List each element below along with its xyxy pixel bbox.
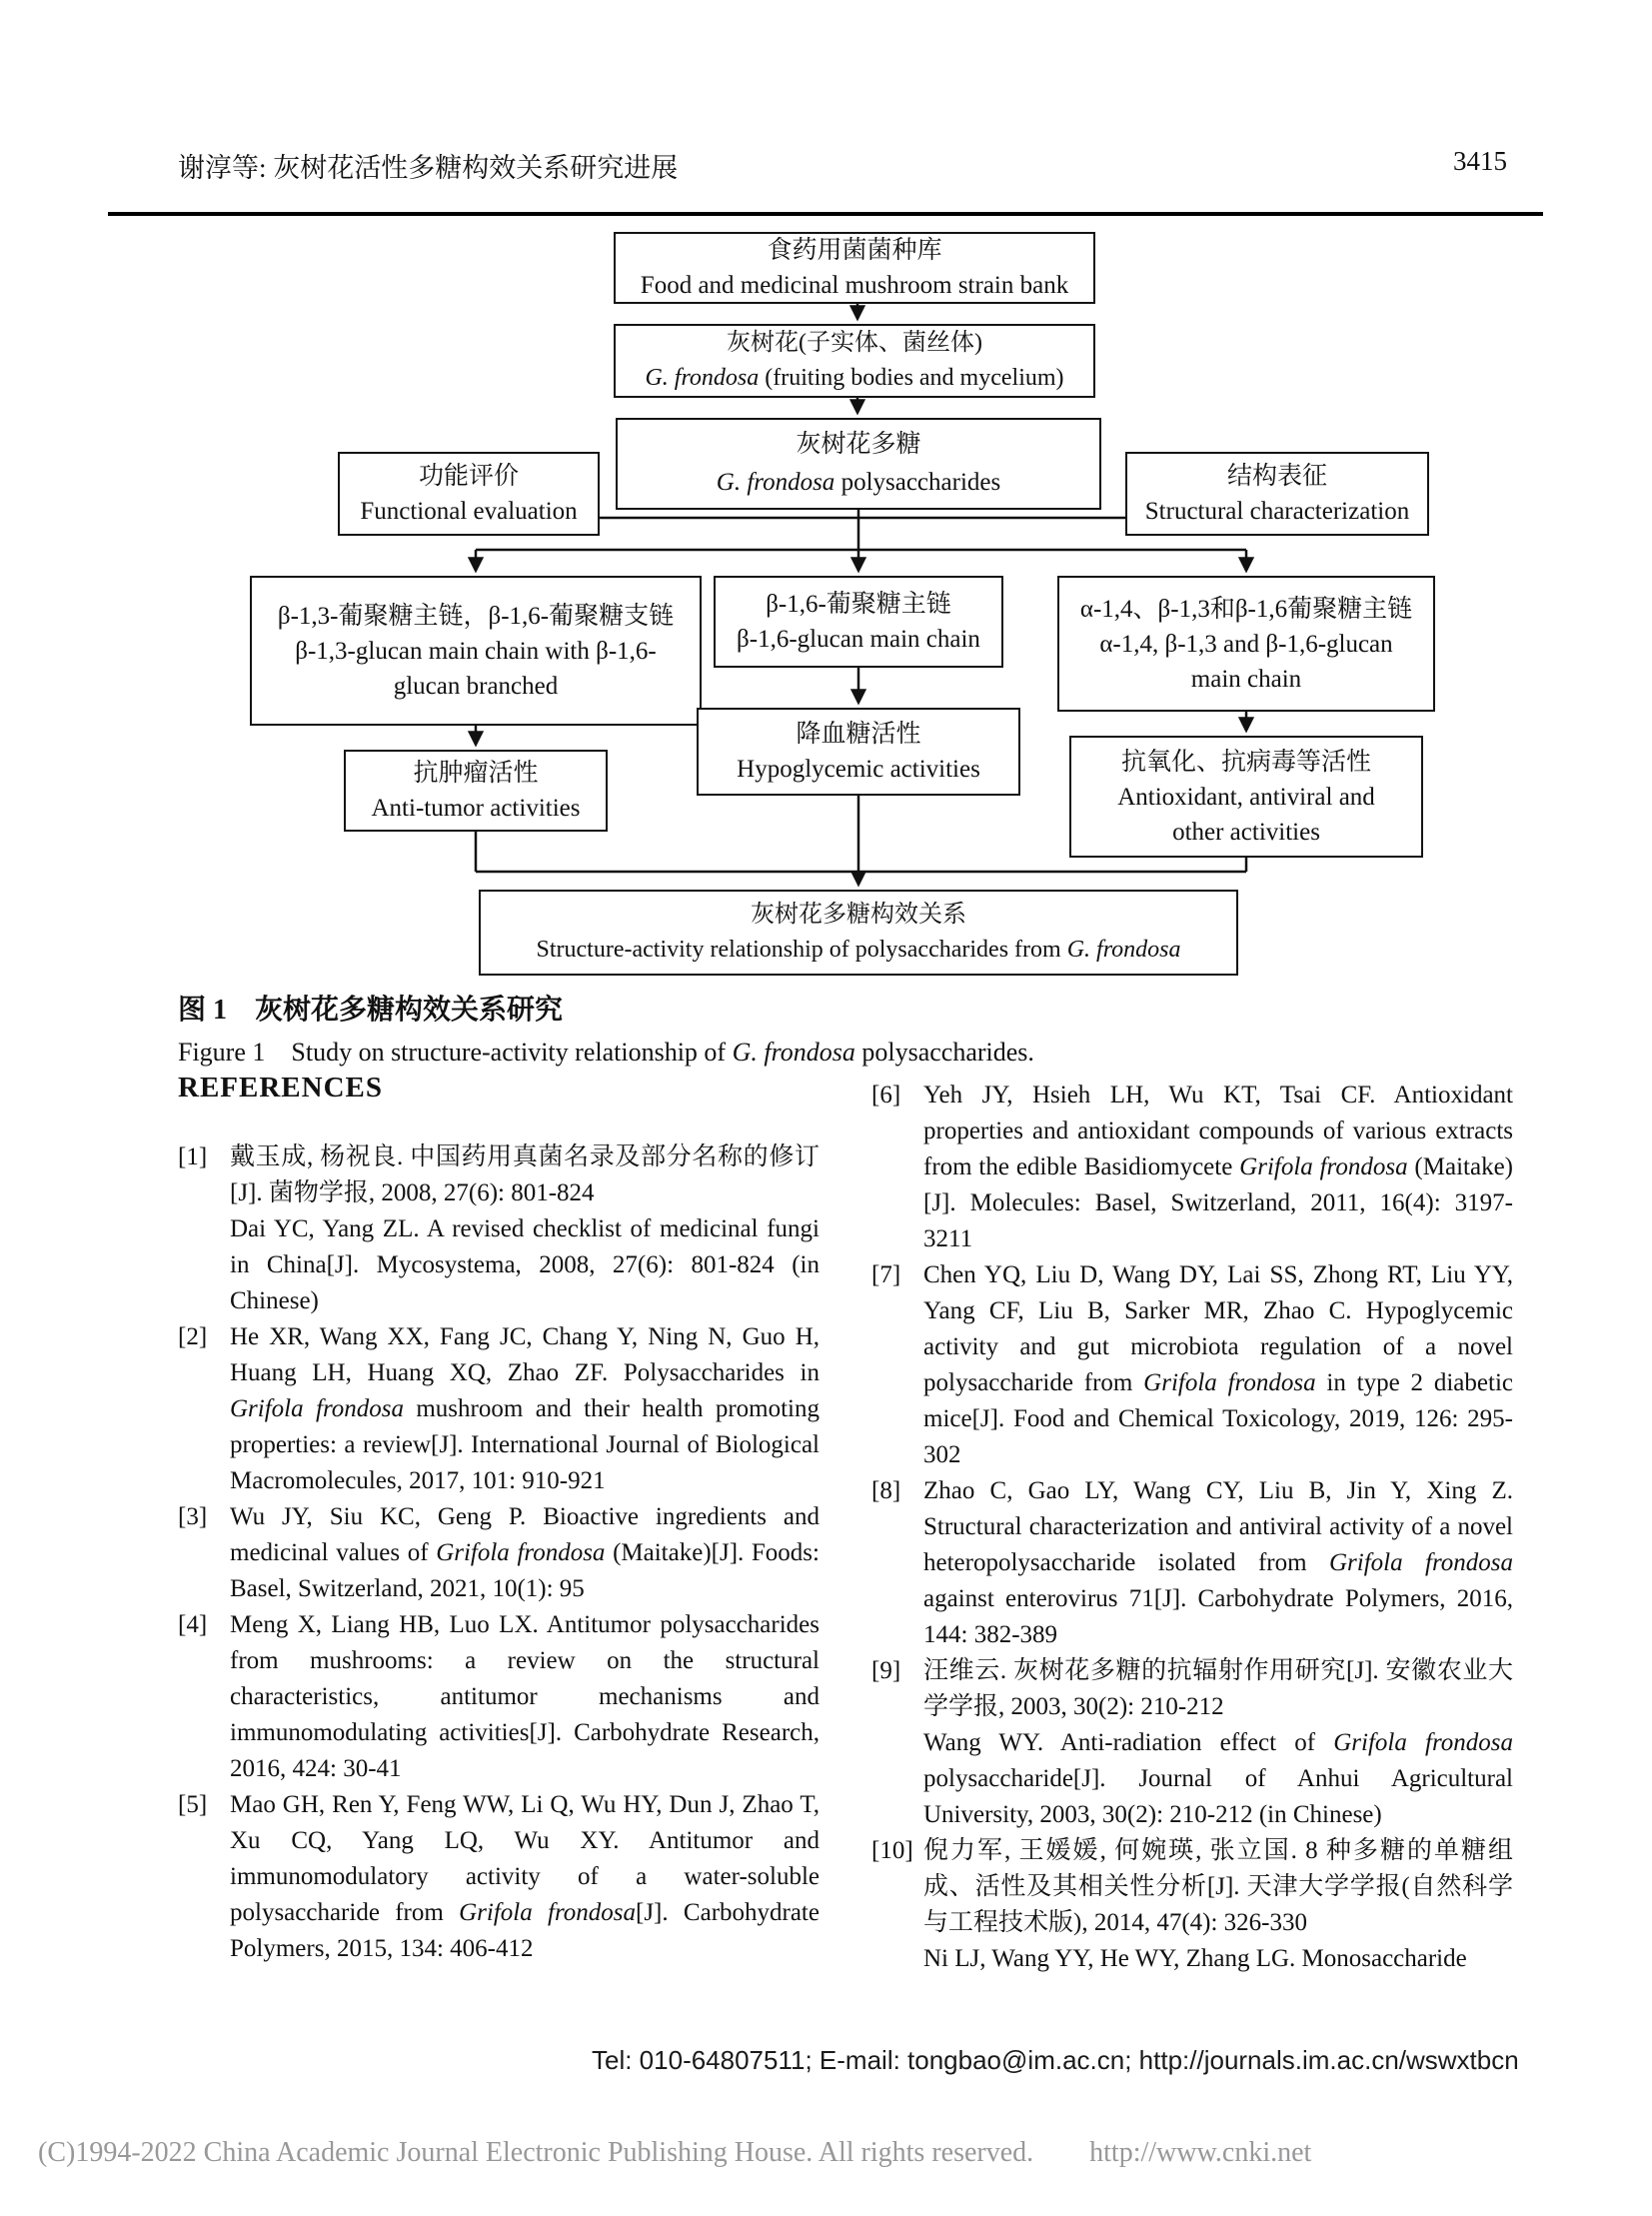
reference-number: [6] xyxy=(871,1082,901,1108)
references-column-right xyxy=(871,1078,1513,1977)
reference-item xyxy=(178,1499,820,1607)
reference-text: 汪维云. 灰树花多糖的抗辐射作用研究[J]. 安徽农业大学学报, 2003, 30(2): 210-212 Wang WY. Anti-radiation effect of Grifola frondosa polysaccharide[J]. Journal of Anhui Agricultural University, 2003, 30(2): 210-212 (in Chinese) xyxy=(923,1657,1513,1828)
flowchart-box-g-frondosa: 灰树花(子实体、菌丝体) G. frondosa (fruiting bodies and mycelium) xyxy=(614,324,1095,398)
reference-item xyxy=(178,1607,820,1787)
reference-number: [7] xyxy=(871,1261,901,1288)
flowchart-box-antioxidant: 抗氧化、抗病毒等活性 Antioxidant, antiviral and other activities xyxy=(1069,736,1423,858)
reference-item xyxy=(871,1257,1513,1473)
figure-caption-en: Figure 1 Study on structure-activity relationship of G. frondosa polysaccharides. xyxy=(178,1038,1034,1067)
reference-number: [9] xyxy=(871,1657,901,1684)
reference-item xyxy=(178,1319,820,1499)
flowchart-box-alpha14-glucan: α-1,4、β-1,3和β-1,6葡聚糖主链 α-1,4, β-1,3 and β-1,6-glucan main chain xyxy=(1057,576,1435,712)
reference-item xyxy=(871,1473,1513,1653)
reference-number: [2] xyxy=(178,1323,208,1350)
reference-text: Wu JY, Siu KC, Geng P. Bioactive ingredients and medicinal values of Grifola frondosa (Maitake)[J]. Foods: Basel, Switzerland, 2021, 10(1): 95 xyxy=(230,1503,820,1602)
flowchart-box-beta16-glucan: β-1,6-葡聚糖主链 β-1,6-glucan main chain xyxy=(714,576,1003,668)
reference-text: 戴玉成, 杨祝良. 中国药用真菌名录及部分名称的修订[J]. 菌物学报, 2008, 27(6): 801-824 Dai YC, Yang ZL. A revised checklist of medicinal fungi in China[J]. Mycosystema, 2008, 27(6): 801-824 (in Chinese) xyxy=(230,1143,820,1314)
reference-text: Chen YQ, Liu D, Wang DY, Lai SS, Zhong RT, Liu YY, Yang CF, Liu B, Sarker MR, Zhao C. Hypoglycemic activity and gut microbiota regulation of a novel polysaccharide from Grifola frondosa in type 2 diabetic mice[J]. Food and Chemical Toxicology, 2019, 126: 295-302 xyxy=(923,1261,1513,1468)
flowchart-box-structure-activity: 灰树花多糖构效关系 Structure-activity relationship of polysaccharides from G. frondosa xyxy=(479,890,1238,976)
reference-text: Zhao C, Gao LY, Wang CY, Liu B, Jin Y, Xing Z. Structural characterization and antiviral activity of a novel heteropolysaccharide isolated from Grifola frondosa against enterovirus 71[J]. Carbohydrate Polymers, 2016, 144: 382-389 xyxy=(923,1477,1513,1648)
cnki-url: http://www.cnki.net xyxy=(1089,2137,1312,2168)
copyright-text: (C)1994-2022 China Academic Journal Electronic Publishing House. All rights reserved. xyxy=(38,2137,1034,2168)
reference-item xyxy=(178,1139,820,1319)
copyright-line xyxy=(38,2137,1311,2169)
reference-number: [5] xyxy=(178,1791,208,1818)
reference-number: [10] xyxy=(871,1837,913,1864)
reference-text: 倪力军, 王媛媛, 何婉瑛, 张立国. 8 种多糖的单糖组成、活性及其相关性分析[J]. 天津大学学报(自然科学与工程技术版), 2014, 47(4): 326-330 Ni LJ, Wang YY, He WY, Zhang LG. Monosaccharide xyxy=(923,1837,1513,1972)
reference-item xyxy=(871,1078,1513,1257)
flowchart-box-polysaccharides: 灰树花多糖 G. frondosa polysaccharides xyxy=(616,418,1101,510)
flowchart-box-hypoglycemic: 降血糖活性 Hypoglycemic activities xyxy=(697,708,1020,796)
reference-number: [8] xyxy=(871,1477,901,1504)
flowchart-box-beta13-glucan: β-1,3-葡聚糖主链，β-1,6-葡聚糖支链 β-1,3-glucan main chain with β-1,6- glucan branched xyxy=(250,576,702,726)
reference-text: Meng X, Liang HB, Luo LX. Antitumor polysaccharides from mushrooms: a review on the structural characteristics, antitumor mechanisms and immunomodulating activities[J]. Carbohydrate Research, 2016, 424: 30-41 xyxy=(230,1611,820,1782)
flowchart-box-functional-evaluation: 功能评价 Functional evaluation xyxy=(338,452,600,536)
flowchart-box-strain-bank: 食药用菌菌种库 Food and medicinal mushroom strain bank xyxy=(614,232,1095,304)
running-title: 谢淳等: 灰树花活性多糖构效关系研究进展 xyxy=(178,153,679,183)
flowchart-box-structural-characterization: 结构表征 Structural characterization xyxy=(1125,452,1429,536)
references-heading: REFERENCES xyxy=(178,1072,383,1104)
reference-text: Yeh JY, Hsieh LH, Wu KT, Tsai CF. Antioxidant properties and antioxidant compounds of various extracts from the edible Basidiomycete Grifola frondosa (Maitake)[J]. Molecules: Basel, Switzerland, 2011, 16(4): 3197-3211 xyxy=(923,1082,1513,1252)
reference-item xyxy=(871,1833,1513,1977)
references-column-left xyxy=(178,1139,820,1967)
reference-text: He XR, Wang XX, Fang JC, Chang Y, Ning N, Guo H, Huang LH, Huang XQ, Zhao ZF. Polysaccharides in Grifola frondosa mushroom and their health promoting properties: a review[J]. International Journal of Biological Macromolecules, 2017, 101: 910-921 xyxy=(230,1323,820,1494)
reference-item xyxy=(178,1787,820,1967)
reference-number: [3] xyxy=(178,1503,208,1530)
figure-caption-cn: 图 1 灰树花多糖构效关系研究 xyxy=(178,995,564,1026)
journal-contact-line: Tel: 010-64807511; E-mail: tongbao@im.ac.cn; http://journals.im.ac.cn/wswxtbcn xyxy=(592,2045,1519,2075)
flowchart-box-antitumor: 抗肿瘤活性 Anti-tumor activities xyxy=(344,750,608,832)
page-number: 3415 xyxy=(1453,146,1507,176)
reference-item xyxy=(871,1653,1513,1833)
reference-text: Mao GH, Ren Y, Feng WW, Li Q, Wu HY, Dun J, Zhao T, Xu CQ, Yang LQ, Wu XY. Antitumor and immunomodulatory activity of a water-soluble polysaccharide from Grifola frondosa[J]. Carbohydrate Polymers, 2015, 134: 406-412 xyxy=(230,1791,820,1962)
reference-number: [4] xyxy=(178,1611,208,1638)
reference-number: [1] xyxy=(178,1143,208,1170)
